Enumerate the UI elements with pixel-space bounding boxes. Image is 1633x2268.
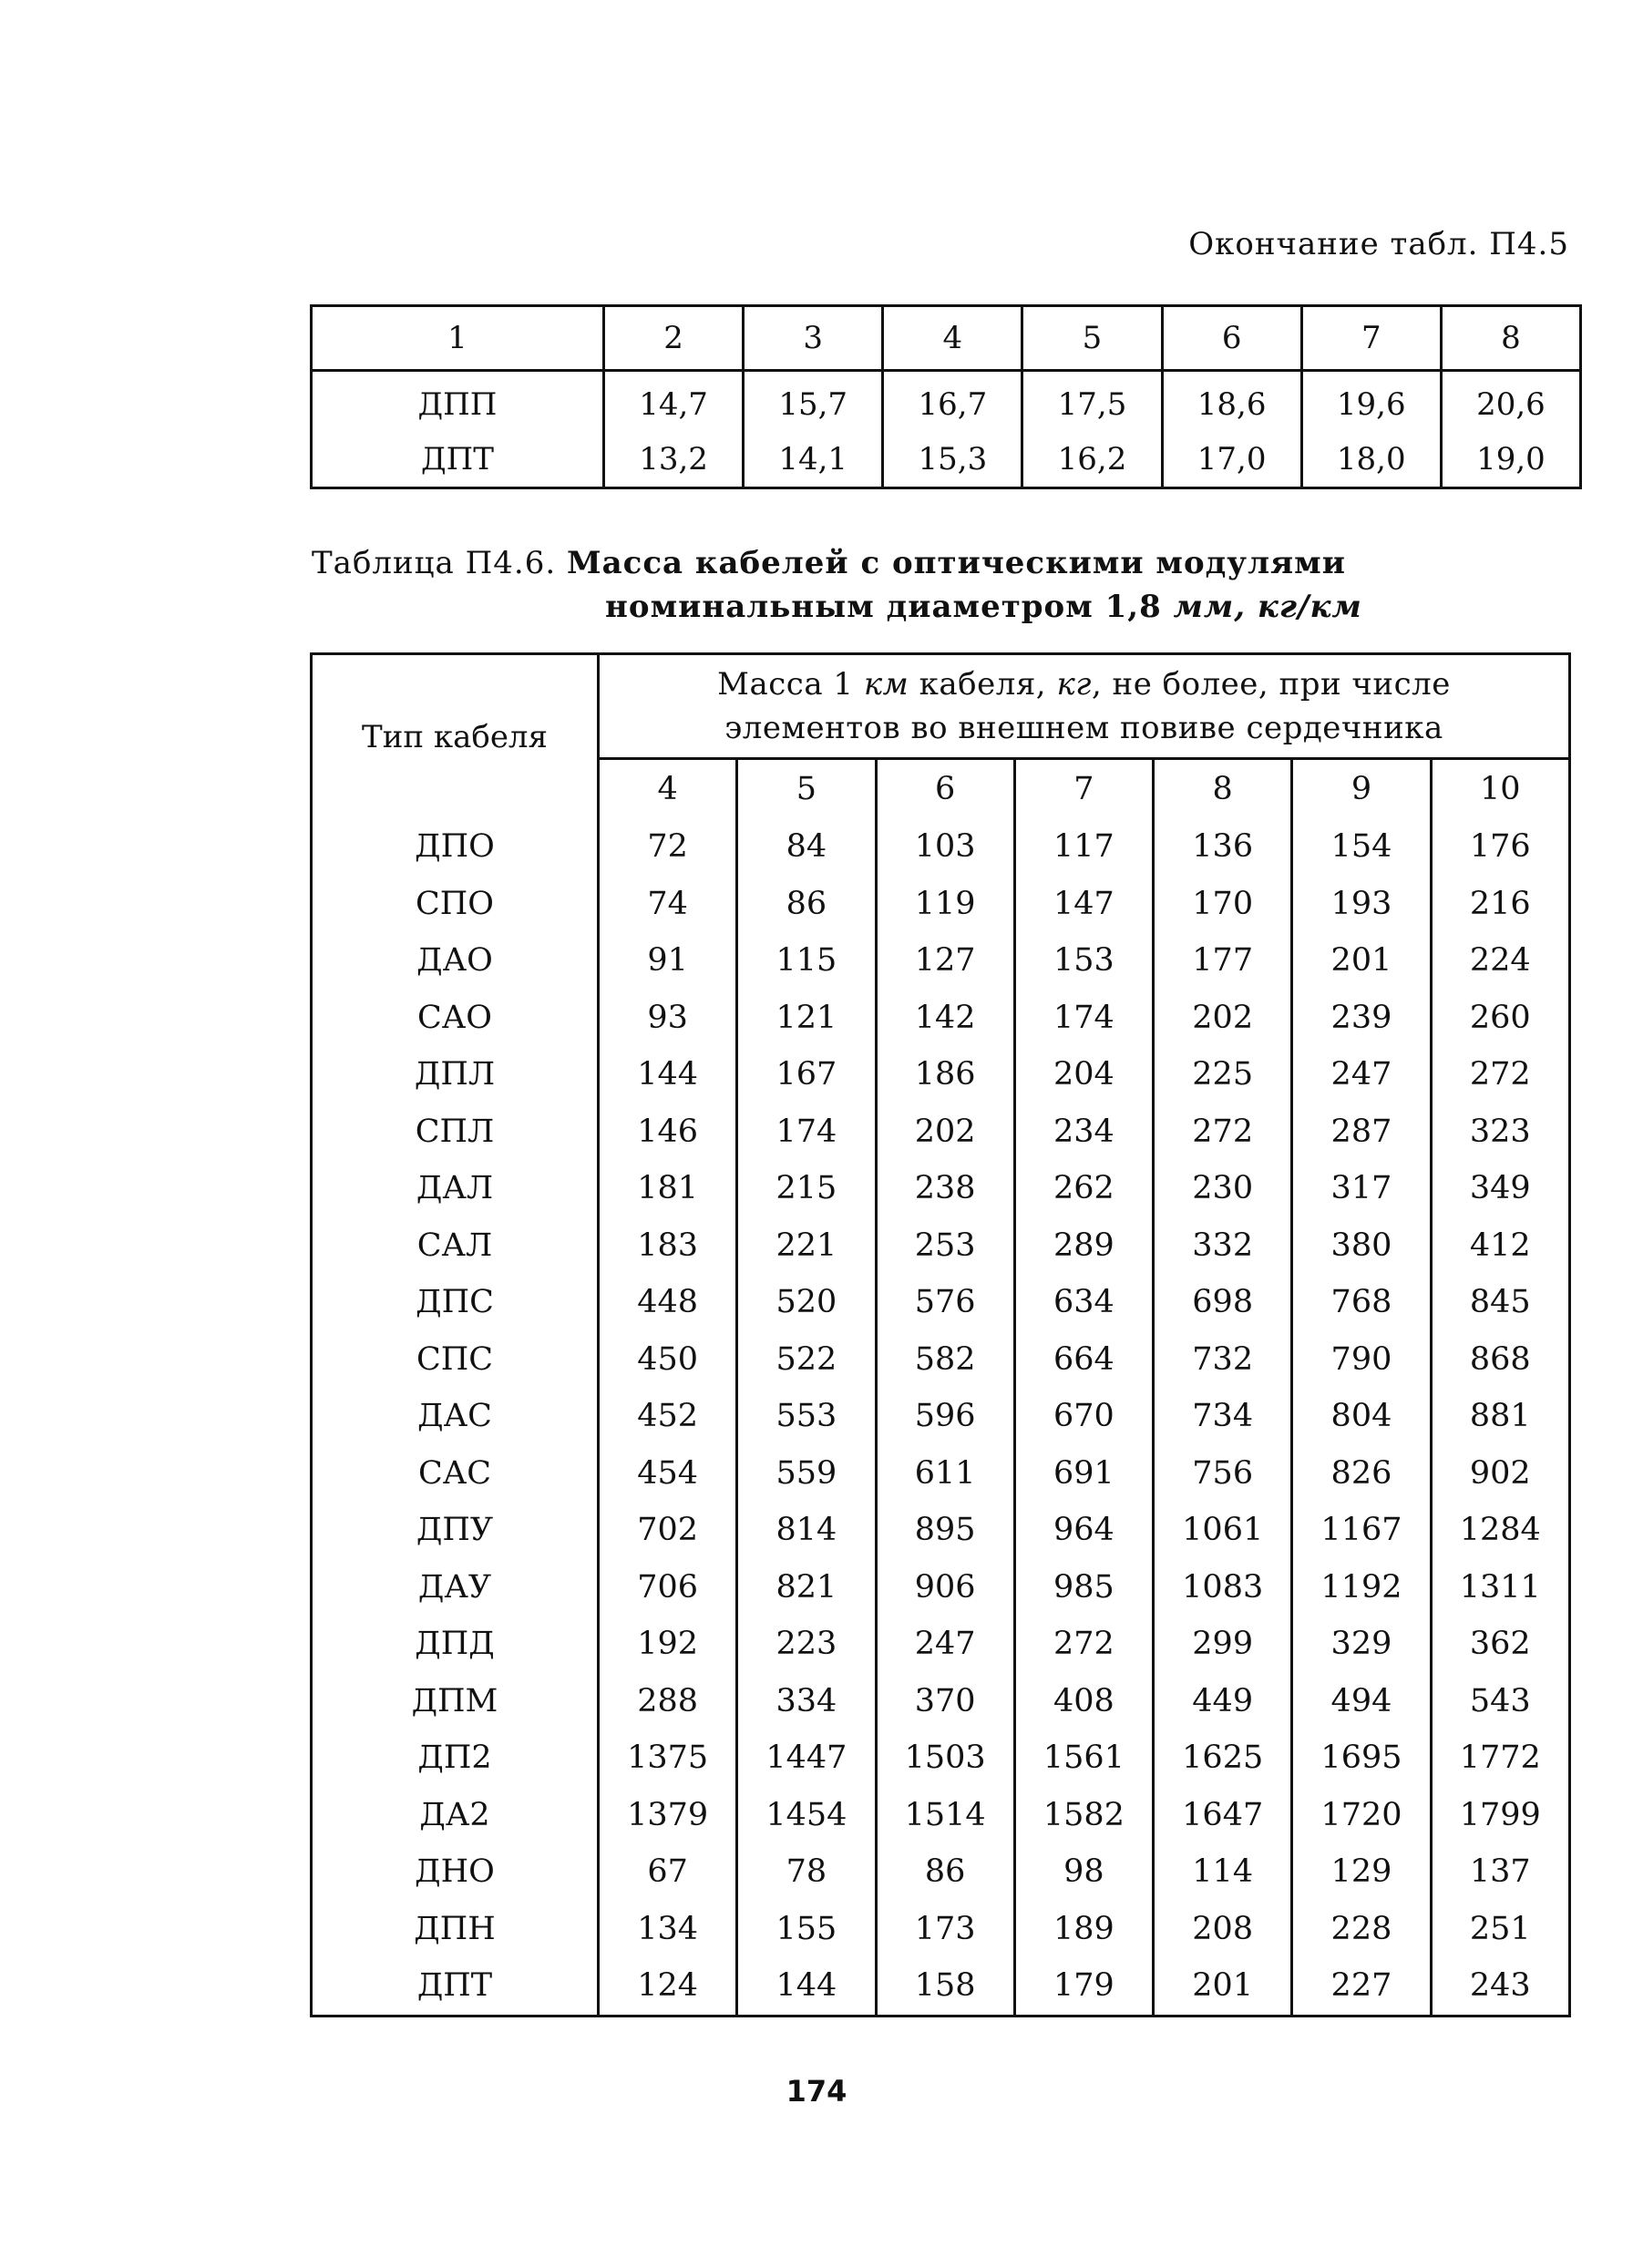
mass-value: 67 — [647, 1853, 688, 1891]
table-row — [312, 1103, 1570, 1161]
mass-value: 964 — [1014, 1502, 1153, 1559]
mass-value: 153 — [1014, 932, 1153, 990]
table-row — [312, 1673, 1570, 1730]
mass-value: 895 — [876, 1502, 1014, 1559]
table-cell: 20,6 — [1441, 371, 1580, 433]
table-cell: ДПП — [417, 386, 498, 423]
mass-value: 732 — [1154, 1331, 1292, 1389]
mass-value: 768 — [1292, 1274, 1431, 1331]
mass-value: 272 — [1431, 1046, 1569, 1103]
mass-value: 1167 — [1292, 1502, 1431, 1559]
previous-table-end — [310, 304, 1582, 489]
table-row — [312, 1160, 1570, 1217]
column-number: 4 — [883, 306, 1022, 371]
mass-value: 224 — [1431, 932, 1569, 990]
table-cell: 19,0 — [1441, 432, 1580, 488]
continuation-label: Окончание табл. П4.5 — [1188, 226, 1569, 262]
cable-type: ДАУ — [312, 1559, 599, 1616]
mass-value: 155 — [737, 1901, 876, 1958]
column-number: 6 — [1162, 306, 1301, 371]
mass-header-unit-kg: кг — [1056, 666, 1092, 703]
cable-type: ДПУ — [312, 1502, 599, 1559]
cable-type: СПЛ — [312, 1103, 599, 1161]
column-number: 5 — [1022, 306, 1162, 371]
mass-value: 186 — [876, 1046, 1014, 1103]
mass-value: 119 — [876, 876, 1014, 933]
table-header-row — [312, 306, 1581, 371]
table-title-label: Таблица П4.6. — [312, 545, 557, 581]
mass-value: 201 — [1292, 932, 1431, 990]
mass-value: 362 — [1431, 1616, 1569, 1673]
cable-type: ДПН — [312, 1901, 599, 1958]
mass-value: 734 — [1154, 1388, 1292, 1445]
table-row — [312, 1046, 1570, 1103]
mass-value: 1799 — [1431, 1787, 1569, 1844]
mass-value: 272 — [1154, 1103, 1292, 1161]
cable-type: САО — [312, 990, 599, 1047]
cable-type: СПО — [312, 876, 599, 933]
table-title-units: мм, кг/км — [1173, 589, 1362, 625]
mass-value: 1561 — [1014, 1729, 1153, 1787]
mass-value: 146 — [637, 1113, 699, 1150]
mass-value: 582 — [876, 1331, 1014, 1389]
type-header: Тип кабеля — [312, 654, 599, 819]
table-row — [312, 876, 1570, 933]
mass-value: 449 — [1154, 1673, 1292, 1730]
mass-value: 86 — [737, 876, 876, 933]
table-header-row — [312, 654, 1570, 759]
table-cell: 19,6 — [1301, 371, 1441, 433]
mass-value: 408 — [1014, 1673, 1153, 1730]
mass-value: 1514 — [876, 1787, 1014, 1844]
mass-value: 215 — [737, 1160, 876, 1217]
mass-value: 1447 — [737, 1729, 876, 1787]
mass-value: 814 — [737, 1502, 876, 1559]
mass-value: 91 — [647, 942, 688, 980]
mass-value: 193 — [1292, 876, 1431, 933]
mass-value: 452 — [637, 1398, 699, 1435]
mass-value: 174 — [737, 1103, 876, 1161]
table-row — [312, 1502, 1570, 1559]
column-number: 2 — [604, 306, 744, 371]
mass-value: 201 — [1154, 1957, 1292, 2016]
mass-value: 1625 — [1154, 1729, 1292, 1787]
mass-value: 1695 — [1292, 1729, 1431, 1787]
mass-value: 158 — [876, 1957, 1014, 2016]
cable-type: ДПО — [312, 818, 599, 876]
cable-type: ДПМ — [312, 1673, 599, 1730]
table-title-line2 — [605, 589, 1362, 625]
mass-value: 173 — [876, 1901, 1014, 1958]
mass-value: 181 — [637, 1170, 699, 1207]
mass-value: 698 — [1154, 1274, 1292, 1331]
mass-value: 1311 — [1431, 1559, 1569, 1616]
mass-value: 208 — [1154, 1901, 1292, 1958]
mass-value: 520 — [737, 1274, 876, 1331]
mass-value: 147 — [1014, 876, 1153, 933]
table-cell: 14,1 — [744, 432, 883, 488]
table-title-text: Масса кабелей с оптическими модулями — [566, 545, 1346, 581]
mass-value: 1647 — [1154, 1787, 1292, 1844]
mass-value: 202 — [1154, 990, 1292, 1047]
table-row — [312, 818, 1570, 876]
mass-table — [310, 652, 1571, 2017]
mass-value: 349 — [1431, 1160, 1569, 1217]
page-number: 174 — [786, 2074, 847, 2109]
mass-value: 74 — [647, 885, 688, 922]
mass-value: 845 — [1431, 1274, 1569, 1331]
mass-value: 790 — [1292, 1331, 1431, 1389]
cable-type: ДПС — [312, 1274, 599, 1331]
mass-value: 1454 — [737, 1787, 876, 1844]
cable-type: СПС — [312, 1331, 599, 1389]
mass-value: 576 — [876, 1274, 1014, 1331]
mass-value: 179 — [1014, 1957, 1153, 2016]
mass-value: 1192 — [1292, 1559, 1431, 1616]
table-row — [312, 1388, 1570, 1445]
mass-value: 289 — [1014, 1217, 1153, 1275]
cable-type: ДАО — [312, 932, 599, 990]
mass-value: 287 — [1292, 1103, 1431, 1161]
cable-type: ДПТ — [312, 1957, 599, 2016]
mass-value: 154 — [1292, 818, 1431, 876]
mass-value: 239 — [1292, 990, 1431, 1047]
mass-value: 103 — [876, 818, 1014, 876]
mass-value: 86 — [876, 1843, 1014, 1901]
cable-type: ДА2 — [312, 1787, 599, 1844]
table-cell: 14,7 — [604, 371, 744, 433]
mass-value: 142 — [876, 990, 1014, 1047]
mass-value: 260 — [1431, 990, 1569, 1047]
mass-value: 1061 — [1154, 1502, 1292, 1559]
mass-value: 804 — [1292, 1388, 1431, 1445]
mass-value: 323 — [1431, 1103, 1569, 1161]
mass-value: 144 — [637, 1056, 699, 1093]
mass-value: 868 — [1431, 1331, 1569, 1389]
table-row — [312, 1217, 1570, 1275]
mass-value: 448 — [637, 1284, 699, 1321]
mass-value: 134 — [637, 1910, 699, 1947]
table-row — [312, 1445, 1570, 1503]
mass-value: 317 — [1292, 1160, 1431, 1217]
mass-header-text: , не более, при числе — [1091, 666, 1451, 703]
mass-value: 176 — [1431, 818, 1569, 876]
column-number: 3 — [744, 306, 883, 371]
table-cell: 17,0 — [1162, 432, 1301, 488]
mass-value: 702 — [637, 1512, 699, 1549]
mass-value: 1083 — [1154, 1559, 1292, 1616]
mass-value: 216 — [1431, 876, 1569, 933]
element-count: 10 — [1431, 759, 1569, 819]
mass-header-text: Масса 1 — [717, 666, 864, 703]
mass-value: 1582 — [1014, 1787, 1153, 1844]
mass-header-text-2: элементов во внешнем повиве сердечника — [724, 710, 1443, 746]
table-title-text-2: номинальным диаметром 1,8 — [605, 589, 1174, 625]
mass-value: 223 — [737, 1616, 876, 1673]
mass-value: 129 — [1292, 1843, 1431, 1901]
table-cell: 18,6 — [1162, 371, 1301, 433]
mass-value: 177 — [1154, 932, 1292, 990]
mass-value: 881 — [1431, 1388, 1569, 1445]
mass-value: 902 — [1431, 1445, 1569, 1503]
mass-header — [599, 654, 1570, 759]
mass-value: 1284 — [1431, 1502, 1569, 1559]
mass-value: 247 — [876, 1616, 1014, 1673]
table-title-line1 — [312, 545, 1346, 581]
mass-value: 1375 — [627, 1739, 709, 1777]
mass-value: 136 — [1154, 818, 1292, 876]
mass-value: 826 — [1292, 1445, 1431, 1503]
table-row — [312, 1787, 1570, 1844]
mass-value: 167 — [737, 1046, 876, 1103]
mass-value: 906 — [876, 1559, 1014, 1616]
cable-type: ДНО — [312, 1843, 599, 1901]
mass-value: 634 — [1014, 1274, 1153, 1331]
element-count: 4 — [657, 771, 678, 807]
cable-type: САС — [312, 1445, 599, 1503]
cable-type: ДАЛ — [312, 1160, 599, 1217]
cable-type: САЛ — [312, 1217, 599, 1275]
cable-type: ДПД — [312, 1616, 599, 1673]
mass-value: 170 — [1154, 876, 1292, 933]
mass-value: 522 — [737, 1331, 876, 1389]
table-cell: 15,7 — [744, 371, 883, 433]
column-number: 8 — [1441, 306, 1580, 371]
mass-value: 78 — [737, 1843, 876, 1901]
cable-type: ДПЛ — [312, 1046, 599, 1103]
mass-value: 1772 — [1431, 1729, 1569, 1787]
element-count: 9 — [1292, 759, 1431, 819]
element-count: 6 — [876, 759, 1014, 819]
cable-type: ДАС — [312, 1388, 599, 1445]
mass-value: 227 — [1292, 1957, 1431, 2016]
table-row — [312, 1843, 1570, 1901]
mass-value: 204 — [1014, 1046, 1153, 1103]
mass-value: 247 — [1292, 1046, 1431, 1103]
mass-value: 412 — [1431, 1217, 1569, 1275]
mass-value: 380 — [1292, 1217, 1431, 1275]
mass-value: 543 — [1431, 1673, 1569, 1730]
mass-value: 611 — [876, 1445, 1014, 1503]
mass-value: 553 — [737, 1388, 876, 1445]
mass-value: 192 — [637, 1626, 699, 1663]
mass-value: 183 — [637, 1226, 699, 1264]
mass-value: 228 — [1292, 1901, 1431, 1958]
mass-value: 1503 — [876, 1729, 1014, 1787]
mass-value: 84 — [737, 818, 876, 876]
table-cell: 13,2 — [604, 432, 744, 488]
table-row — [312, 990, 1570, 1047]
cable-type: ДП2 — [312, 1729, 599, 1787]
table-cell: 15,3 — [883, 432, 1022, 488]
mass-value: 251 — [1431, 1901, 1569, 1958]
mass-value: 706 — [637, 1568, 699, 1606]
mass-value: 329 — [1292, 1616, 1431, 1673]
mass-value: 664 — [1014, 1331, 1153, 1389]
mass-value: 114 — [1154, 1843, 1292, 1901]
mass-value: 253 — [876, 1217, 1014, 1275]
table-cell: 16,7 — [883, 371, 1022, 433]
mass-value: 756 — [1154, 1445, 1292, 1503]
mass-header-text: кабеля, — [909, 666, 1057, 703]
mass-value: 115 — [737, 932, 876, 990]
mass-value: 124 — [637, 1967, 699, 2005]
element-count: 5 — [737, 759, 876, 819]
table-cell: 17,5 — [1022, 371, 1162, 433]
table-row — [312, 932, 1570, 990]
mass-value: 137 — [1431, 1843, 1569, 1901]
mass-table-body — [312, 818, 1570, 2016]
mass-value: 288 — [637, 1682, 699, 1719]
mass-value: 144 — [737, 1957, 876, 2016]
mass-value: 262 — [1014, 1160, 1153, 1217]
mass-value: 332 — [1154, 1217, 1292, 1275]
element-count: 8 — [1154, 759, 1292, 819]
table-row — [312, 1957, 1570, 2016]
table-row — [312, 371, 1581, 433]
mass-value: 450 — [637, 1340, 699, 1378]
table-row — [312, 1331, 1570, 1389]
mass-value: 221 — [737, 1217, 876, 1275]
table-cell: 16,2 — [1022, 432, 1162, 488]
mass-value: 117 — [1014, 818, 1153, 876]
mass-value: 189 — [1014, 1901, 1153, 1958]
mass-value: 72 — [647, 828, 688, 866]
mass-value: 243 — [1431, 1957, 1569, 2016]
mass-value: 230 — [1154, 1160, 1292, 1217]
table-cell: 18,0 — [1301, 432, 1441, 488]
table-row — [312, 1616, 1570, 1673]
table-row — [312, 1729, 1570, 1787]
mass-value: 691 — [1014, 1445, 1153, 1503]
mass-value: 1379 — [627, 1796, 709, 1833]
mass-value: 821 — [737, 1559, 876, 1616]
mass-value: 93 — [647, 999, 688, 1036]
mass-value: 670 — [1014, 1388, 1153, 1445]
mass-value: 127 — [876, 932, 1014, 990]
table-cell: ДПТ — [421, 441, 494, 477]
table-row — [312, 1901, 1570, 1958]
mass-value: 596 — [876, 1388, 1014, 1445]
column-number: 7 — [1301, 306, 1441, 371]
mass-value: 98 — [1014, 1843, 1153, 1901]
mass-value: 299 — [1154, 1616, 1292, 1673]
mass-value: 559 — [737, 1445, 876, 1503]
mass-value: 1720 — [1292, 1787, 1431, 1844]
mass-value: 202 — [876, 1103, 1014, 1161]
mass-value: 121 — [737, 990, 876, 1047]
table-row — [312, 1559, 1570, 1616]
mass-value: 985 — [1014, 1559, 1153, 1616]
table-row — [312, 432, 1581, 488]
mass-value: 334 — [737, 1673, 876, 1730]
mass-value: 370 — [876, 1673, 1014, 1730]
mass-value: 225 — [1154, 1046, 1292, 1103]
mass-value: 238 — [876, 1160, 1014, 1217]
mass-value: 174 — [1014, 990, 1153, 1047]
column-number: 1 — [312, 306, 604, 371]
element-count: 7 — [1014, 759, 1153, 819]
mass-header-unit-km: км — [863, 666, 909, 703]
mass-value: 494 — [1292, 1673, 1431, 1730]
mass-value: 234 — [1014, 1103, 1153, 1161]
table-row — [312, 1274, 1570, 1331]
mass-value: 454 — [637, 1454, 699, 1492]
mass-value: 272 — [1014, 1616, 1153, 1673]
